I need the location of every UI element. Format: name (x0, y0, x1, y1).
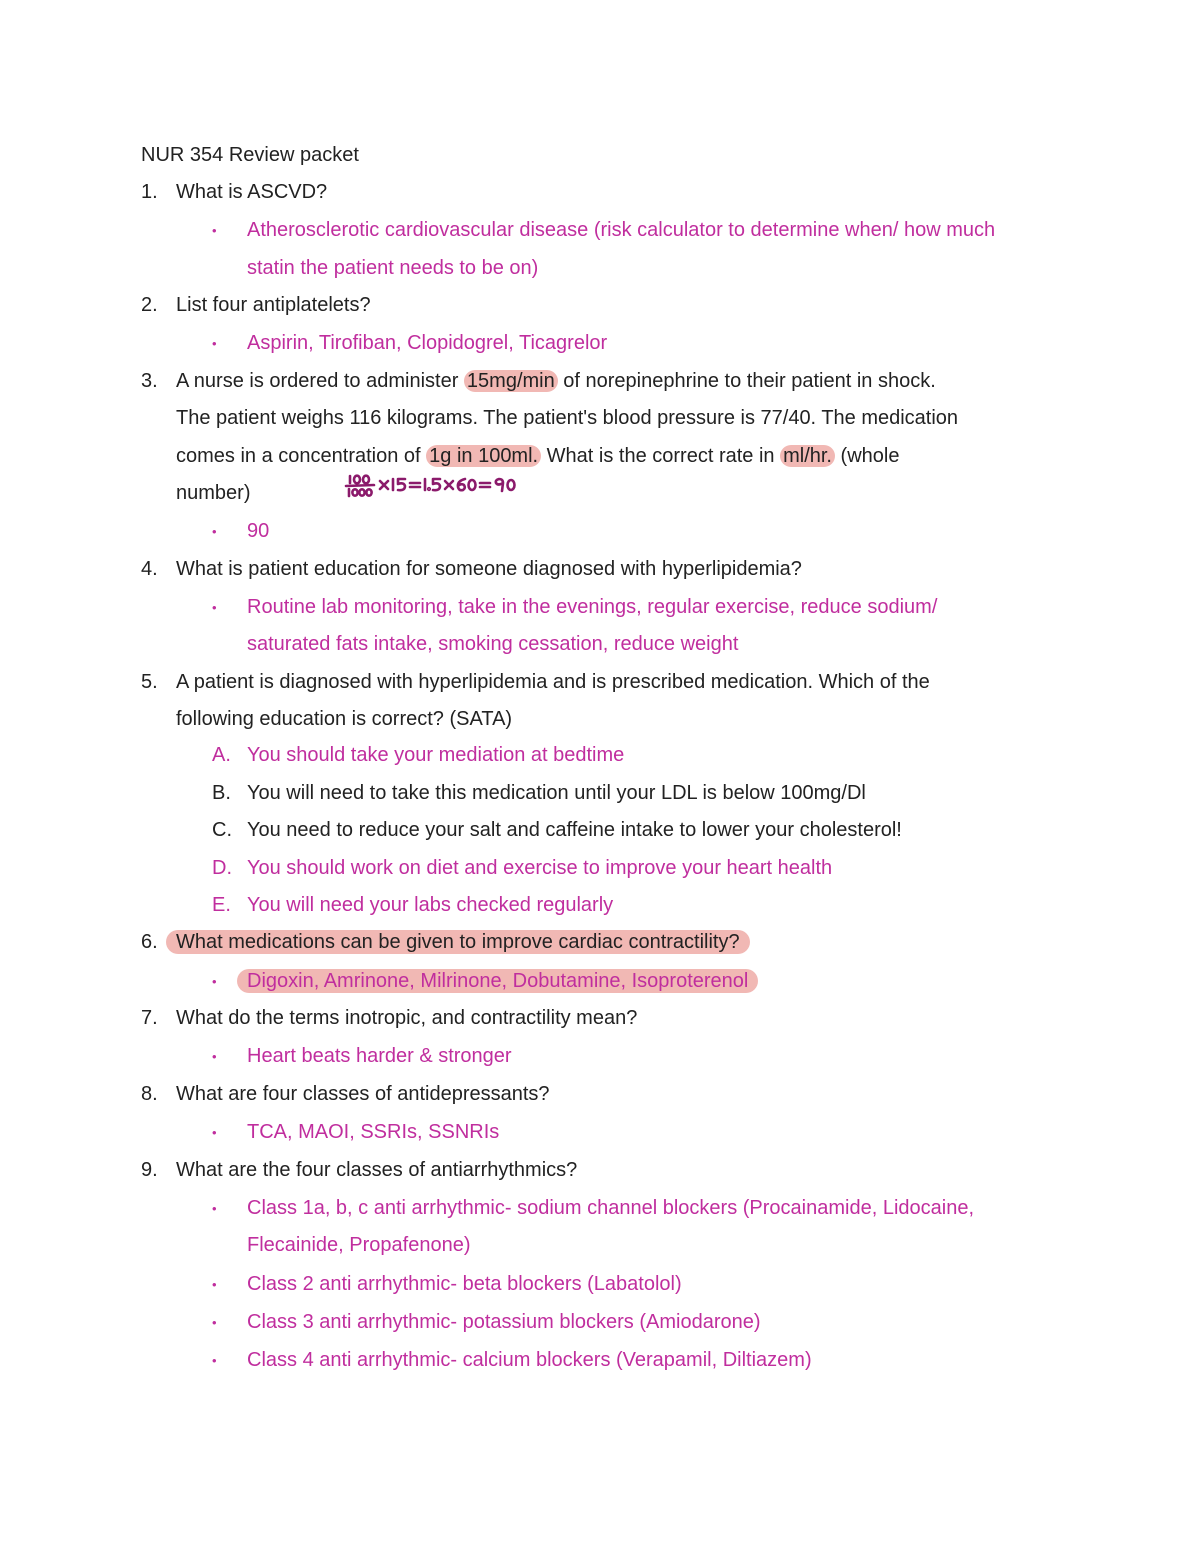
option-letter: C. (212, 819, 232, 841)
question-text (176, 443, 899, 469)
bullet: • (212, 223, 217, 238)
highlighted-text: 1g in 100ml. (426, 445, 541, 467)
answer-text: Class 2 anti arrhythmic- beta blockers (Labatolol) (247, 1273, 682, 1295)
highlighted-text: Digoxin, Amrinone, Milrinone, Dobutamine, Isoproterenol (237, 969, 758, 993)
answer-text: Class 4 anti arrhythmic- calcium blockers (Verapamil, Diltiazem) (247, 1349, 812, 1371)
bullet: • (212, 1201, 217, 1216)
answer-text: statin the patient needs to be on) (247, 257, 539, 279)
question-text-part: What is the correct rate in (541, 445, 781, 467)
question-text-part: comes in a concentration of (176, 445, 427, 467)
option-text: You will need to take this medication until your LDL is below 100mg/Dl (247, 782, 866, 804)
question-text-part: (whole (835, 445, 900, 467)
option-text: You need to reduce your salt and caffeine intake to lower your cholesterol! (247, 819, 902, 841)
question-number: 1. (141, 181, 158, 203)
option-text: You should work on diet and exercise to improve your heart health (247, 857, 833, 879)
highlighted-text: 15mg/min (464, 370, 558, 392)
answer-text: saturated fats intake, smoking cessation, reduce weight (247, 633, 739, 655)
bullet: • (212, 1353, 217, 1368)
question-number: 3. (141, 370, 158, 392)
bullet: • (212, 600, 217, 615)
answer-text: Class 3 anti arrhythmic- potassium blockers (Amiodarone) (247, 1311, 761, 1333)
question-text: What is patient education for someone diagnosed with hyperlipidemia? (176, 558, 802, 580)
bullet: • (212, 974, 217, 989)
question-text: The patient weighs 116 kilograms. The patient's blood pressure is 77/40. The medication (176, 407, 959, 429)
question-text-part: of norepinephrine to their patient in shock. (557, 370, 936, 392)
answer-text: 90 (247, 520, 270, 542)
bullet: • (212, 336, 217, 351)
question-text: What do the terms inotropic, and contractility mean? (176, 1007, 638, 1029)
question-number: 4. (141, 558, 158, 580)
question-number: 5. (141, 671, 158, 693)
question-number: 8. (141, 1083, 158, 1105)
answer-text: Routine lab monitoring, take in the evenings, regular exercise, reduce sodium/ (247, 596, 938, 618)
bullet: • (212, 1277, 217, 1292)
highlighted-text: ml/hr. (780, 445, 835, 467)
question-text: What are the four classes of antiarrhythmics? (176, 1159, 578, 1181)
answer-text (247, 968, 748, 994)
question-text-part: A nurse is ordered to administer (176, 370, 464, 392)
highlighted-text: What medications can be given to improve cardiac contractility? (166, 930, 750, 954)
question-text: A patient is diagnosed with hyperlipidemia and is prescribed medication. Which of the (176, 671, 930, 693)
question-number: 2. (141, 294, 158, 316)
question-text: What is ASCVD? (176, 181, 328, 203)
answer-text: TCA, MAOI, SSRIs, SSNRIs (247, 1121, 500, 1143)
option-letter: E. (212, 894, 231, 916)
document-title: NUR 354 Review packet (141, 144, 359, 166)
question-text: What are four classes of antidepressants? (176, 1083, 550, 1105)
option-text: You will need your labs checked regularly (247, 894, 614, 916)
option-letter: D. (212, 857, 232, 879)
answer-text: Atherosclerotic cardiovascular disease (risk calculator to determine when/ how much (247, 219, 996, 241)
option-text: You should take your mediation at bedtime (247, 744, 625, 766)
bullet: • (212, 1049, 217, 1064)
answer-text: Class 1a, b, c anti arrhythmic- sodium channel blockers (Procainamide, Lidocaine, (247, 1197, 975, 1219)
option-letter: B. (212, 782, 231, 804)
option-letter: A. (212, 744, 231, 766)
question-number: 9. (141, 1159, 158, 1181)
question-number: 7. (141, 1007, 158, 1029)
handwritten-calculation (344, 470, 540, 502)
question-text (176, 368, 936, 394)
bullet: • (212, 524, 217, 539)
question-number: 6. (141, 931, 158, 953)
question-text: following education is correct? (SATA) (176, 708, 513, 730)
answer-text: Heart beats harder & stronger (247, 1045, 512, 1067)
question-text (176, 929, 740, 955)
answer-text: Flecainide, Propafenone) (247, 1234, 471, 1256)
bullet: • (212, 1125, 217, 1140)
question-text: List four antiplatelets? (176, 294, 371, 316)
question-text: number) (176, 482, 251, 504)
answer-text: Aspirin, Tirofiban, Clopidogrel, Ticagrelor (247, 332, 608, 354)
bullet: • (212, 1315, 217, 1330)
